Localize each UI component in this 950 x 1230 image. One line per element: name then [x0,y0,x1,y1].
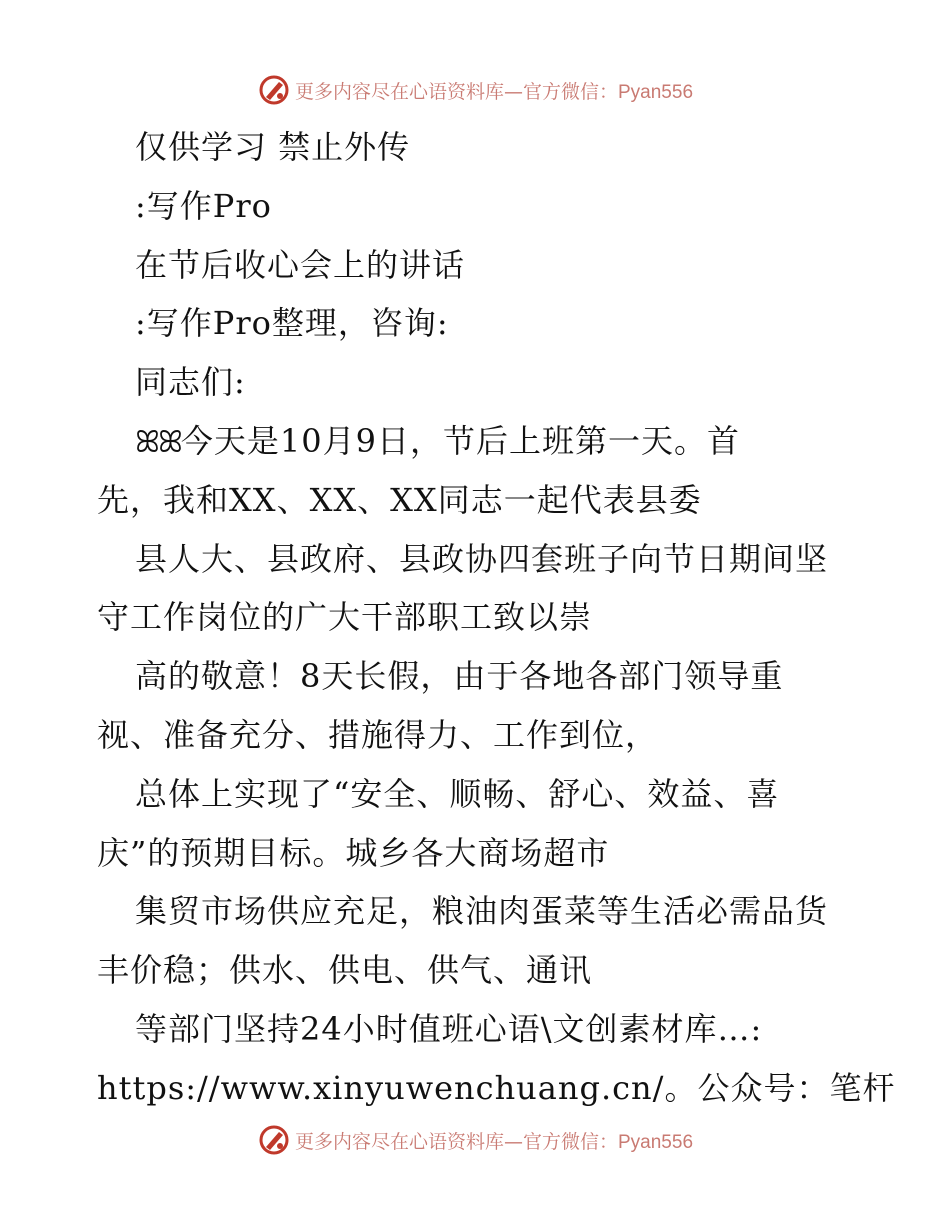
paragraph-line: :写作Pro整理，咨询: [135,304,449,343]
paragraph-line: 高的敬意！8天长假，由于各地各部门领导重 [135,657,784,696]
ornament-icon: ꕤꕤ [135,424,181,460]
paragraph-line: 集贸市场供应充足，粮油肉蛋菜等生活必需品货 [135,892,829,931]
paragraph-line: 守工作岗位的广大干部职工致以崇 [97,598,593,637]
url-line: https://www.xinyuwenchuang.cn/。公众号：笔杆 [97,1068,896,1107]
watermark-text: 更多内容尽在心语资料库—官方微信：Pyan556 [294,80,694,103]
watermark-footer [0,1120,950,1160]
paragraph-line: ꕤꕤ今天是10月9日，节后上班第一天。首 [135,421,741,460]
paragraph-line: 视、准备充分、措施得力、工作到位， [97,715,659,754]
document-body [97,118,896,1118]
paragraph-line: 县人大、县政府、县政协四套班子向节日期间坚 [135,539,829,578]
paragraph-line: 先，我和XX、XX、XX同志一起代表县委 [97,480,702,519]
watermark-text: 更多内容尽在心语资料库—官方微信：Pyan556 [294,1130,694,1153]
paragraph-line: 庆”的预期目标。城乡各大商场超市 [97,833,610,872]
paragraph-line: 丰价稳；供水、供电、供气、通讯 [97,951,593,990]
salutation: 同志们: [135,363,246,402]
brand-logo-icon [257,1123,291,1157]
watermark-header [0,70,950,110]
paragraph-line: 等部门坚持24小时值班心语\文创素材库…: [135,1009,763,1048]
brand-logo-icon [257,73,291,107]
paragraph-line: 仅供学习 禁止外传 [135,128,411,166]
document-title: 在节后收心会上的讲话 [135,245,466,284]
paragraph-line: :写作Pro [135,186,272,225]
paragraph-line: 总体上实现了“安全、顺畅、舒心、效益、喜 [135,774,780,813]
